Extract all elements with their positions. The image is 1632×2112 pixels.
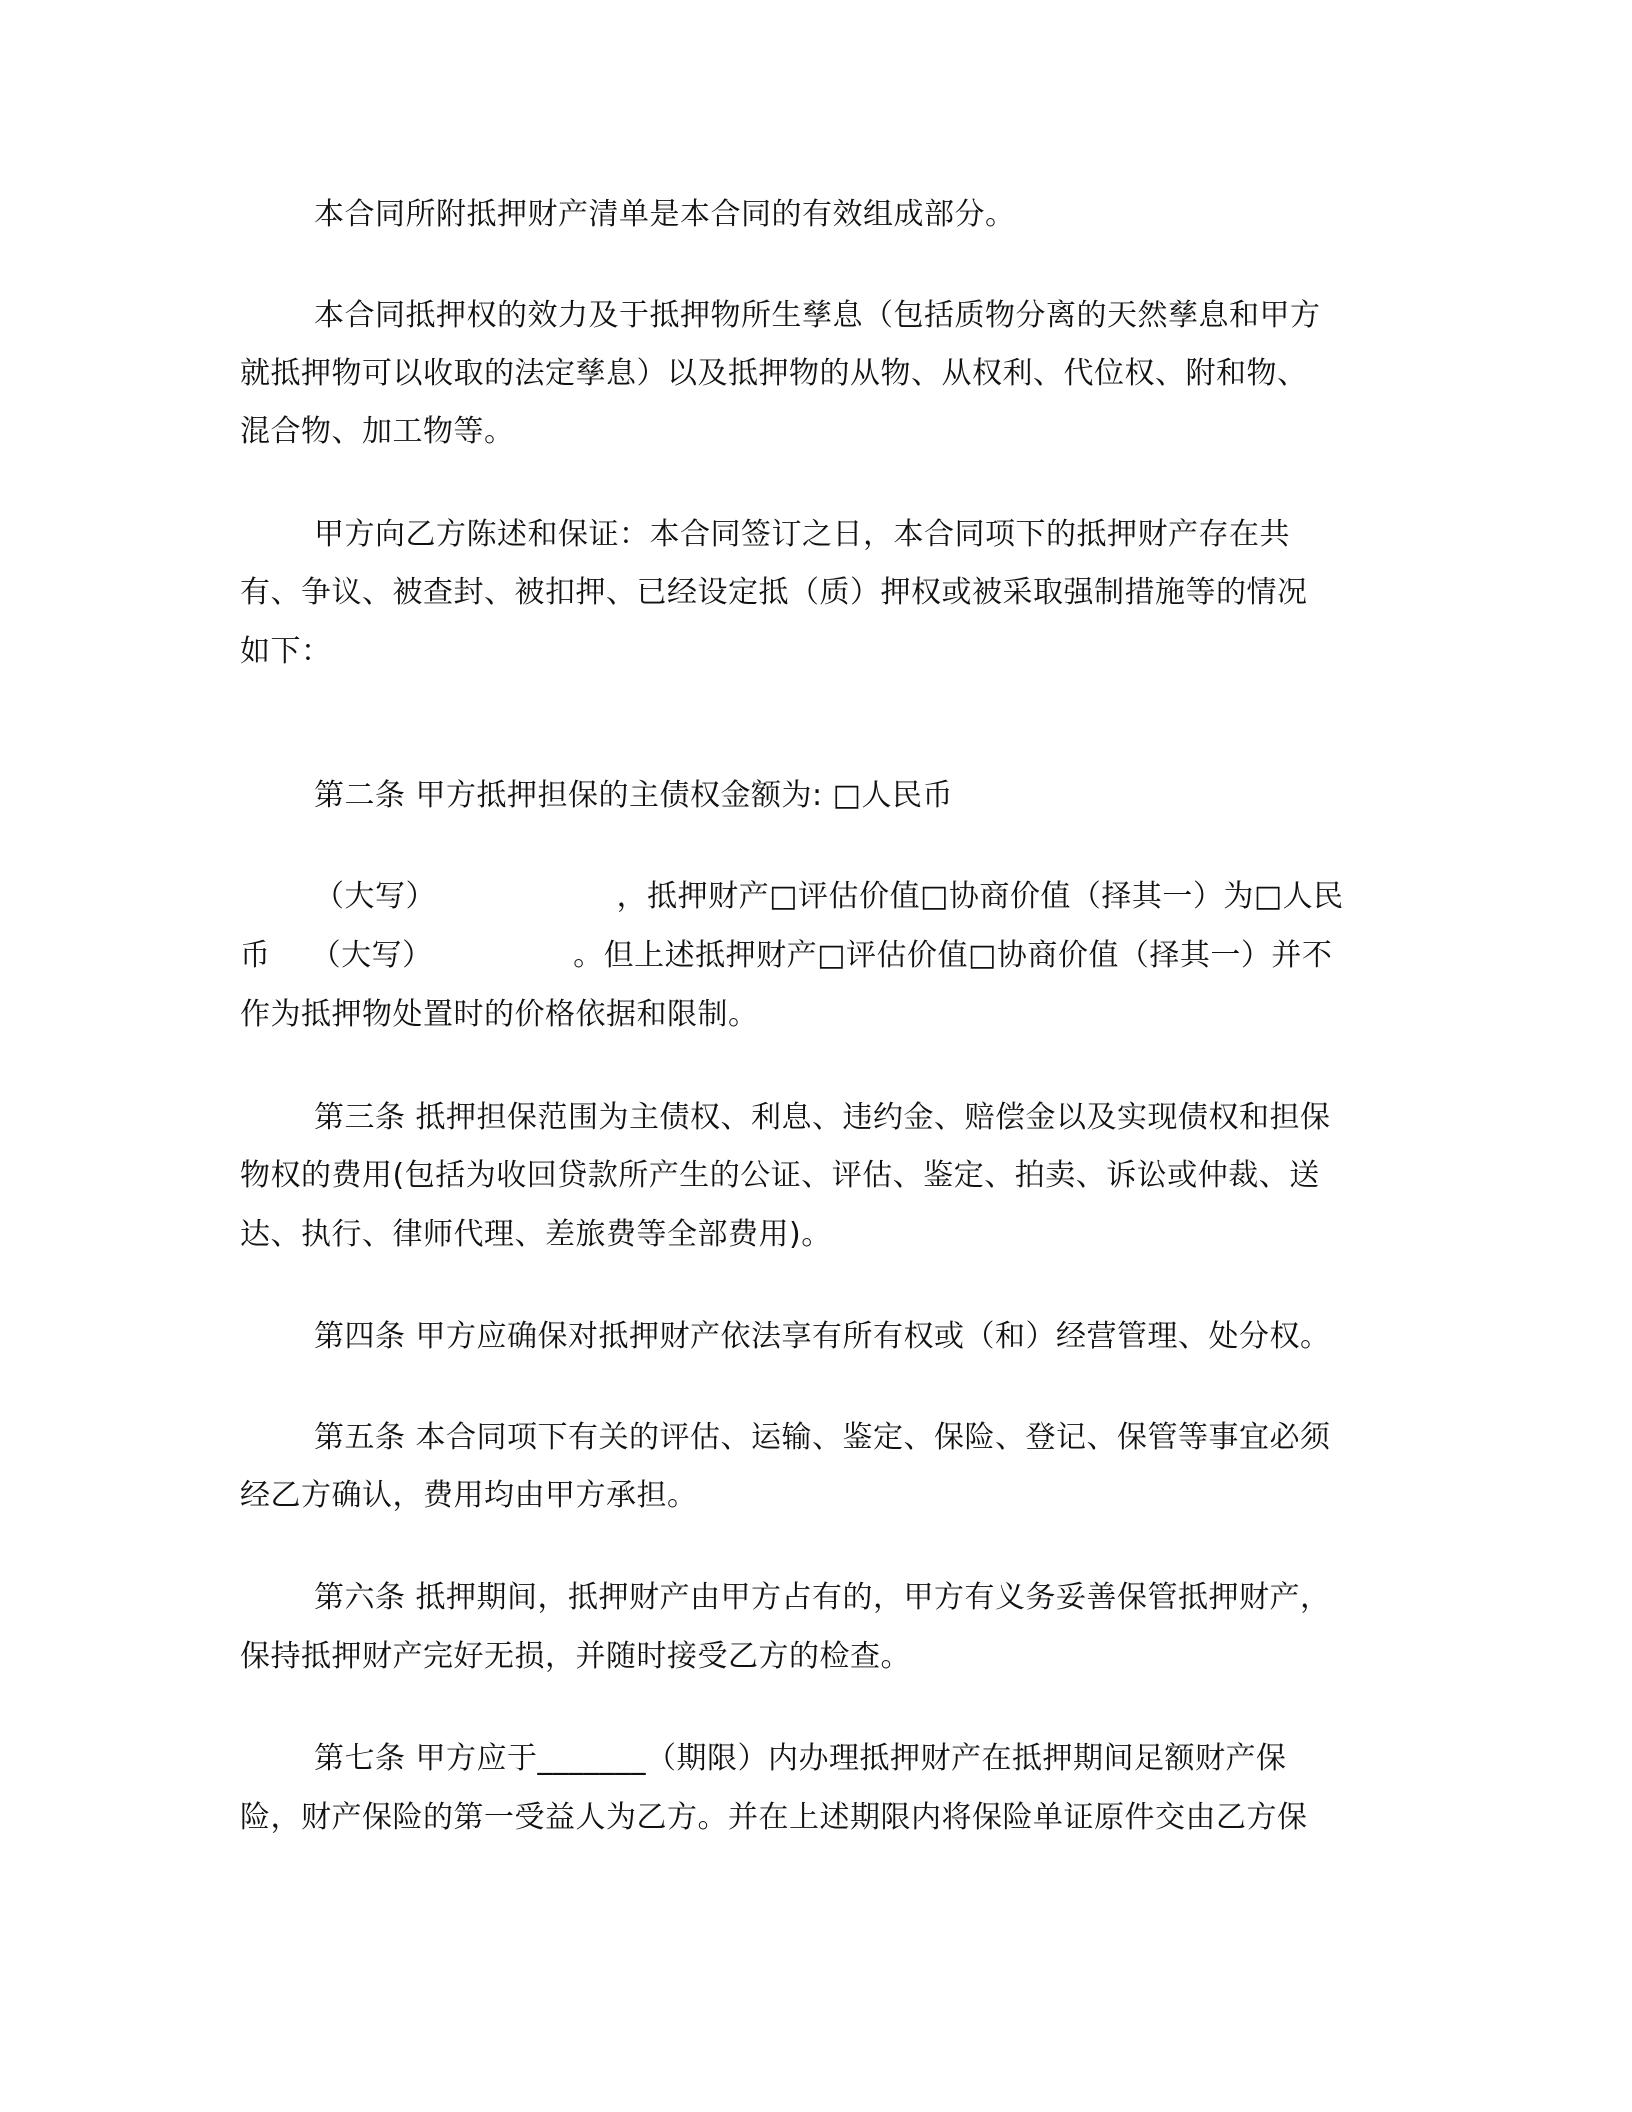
article-3-line-3: 达、执行、律师代理、差旅费等全部费用)。: [240, 1217, 832, 1252]
article-5-line-2: 经乙方确认，费用均由甲方承担。: [240, 1478, 698, 1513]
paragraph-representations-line-1: 甲方向乙方陈述和保证：本合同签订之日，本合同项下的抵押财产存在共: [314, 517, 1290, 552]
paragraph-attached-list: 本合同所附抵押财产清单是本合同的有效组成部分。: [314, 197, 1016, 232]
paragraph-representations-line-2: 有、争议、被查封、被扣押、已经设定抵（质）押权或被采取强制措施等的情况: [240, 575, 1308, 610]
article-2-line-2: （大写） ，抵押财产□评估价值□协商价值（择其一）为□人民: [314, 879, 1344, 914]
article-5-line-1: 第五条 本合同项下有关的评估、运输、鉴定、保险、登记、保管等事宜必须: [314, 1420, 1331, 1455]
article-6-line-1: 第六条 抵押期间，抵押财产由甲方占有的，甲方有义务妥善保管抵押财产，: [314, 1580, 1331, 1615]
article-7-line-2: 险，财产保险的第一受益人为乙方。并在上述期限内将保险单证原件交由乙方保: [240, 1800, 1308, 1835]
article-7-line-1: 第七条 甲方应于_______（期限）内办理抵押财产在抵押期间足额财产保: [314, 1741, 1287, 1776]
article-4-line-1: 第四条 甲方应确保对抵押财产依法享有所有权或（和）经营管理、处分权。: [314, 1319, 1331, 1354]
article-3-line-1: 第三条 抵押担保范围为主债权、利息、违约金、赔偿金以及实现债权和担保: [314, 1100, 1331, 1135]
article-3-line-2: 物权的费用(包括为收回贷款所产生的公证、评估、鉴定、拍卖、诉讼或仲裁、送: [240, 1158, 1320, 1193]
article-6-line-2: 保持抵押财产完好无损，并随时接受乙方的检查。: [240, 1639, 911, 1674]
article-2-line-3: 币 （大写） 。但上述抵押财产□评估价值□协商价值（择其一）并不: [240, 938, 1333, 973]
article-2-line-1: 第二条 甲方抵押担保的主债权金额为: □人民币: [314, 778, 954, 813]
article-2-line-4: 作为抵押物处置时的价格依据和限制。: [240, 997, 759, 1032]
paragraph-mortgage-effect-line-1: 本合同抵押权的效力及于抵押物所生孳息（包括质物分离的天然孳息和甲方: [314, 298, 1321, 333]
paragraph-representations-line-3: 如下：: [240, 634, 332, 669]
paragraph-mortgage-effect-line-3: 混合物、加工物等。: [240, 414, 515, 449]
paragraph-mortgage-effect-line-2: 就抵押物可以收取的法定孳息）以及抵押物的从物、从权利、代位权、附和物、: [240, 356, 1308, 391]
